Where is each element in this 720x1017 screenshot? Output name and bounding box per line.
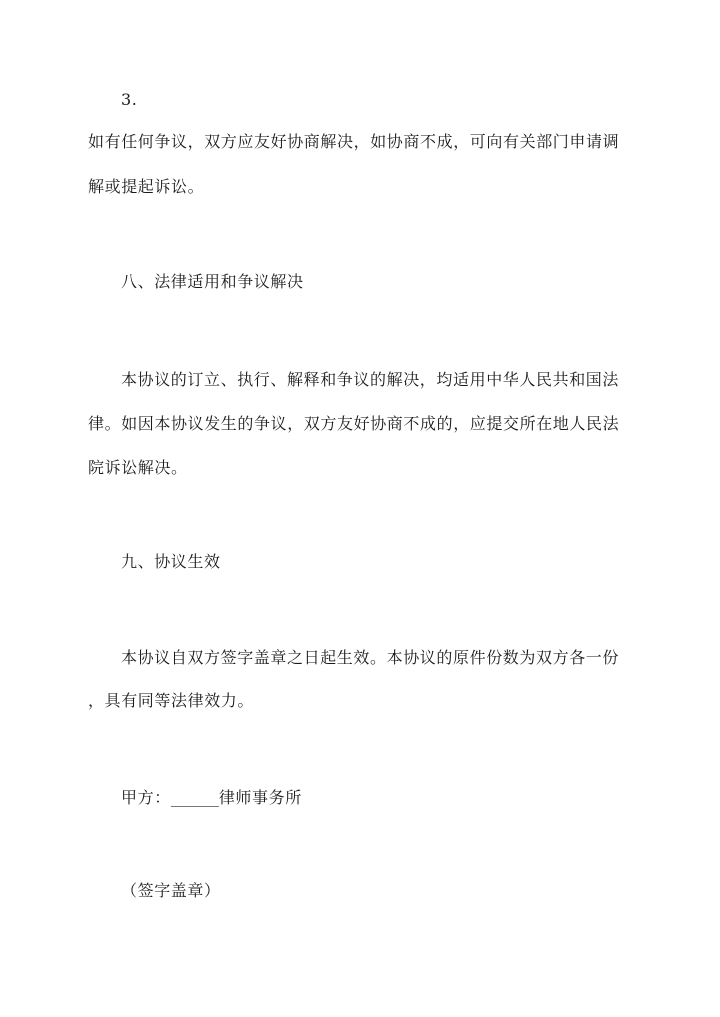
section-8-text-line-1: 本协议的订立、执行、解释和争议的解决，均适用中华人民共和国法 [121, 370, 620, 389]
section-8-text-line-3: 院诉讼解决。 [88, 458, 188, 477]
section-9-text-line-1: 本协议自双方签字盖章之日起生效。本协议的原件份数为双方各一份 [121, 648, 620, 667]
signature-note: （签字盖章） [121, 881, 221, 900]
party-a-label: 甲方： [121, 788, 171, 807]
party-a-name: 律师事务所 [218, 788, 302, 807]
item-3-text-line-1: 如有任何争议，双方应友好协商解决，如协商不成，可向有关部门申请调 [88, 132, 620, 151]
section-9-heading: 九、协议生效 [121, 552, 221, 571]
item-3-text-line-2: 解或提起诉讼。 [88, 177, 205, 196]
party-a-blank: ______ [170, 788, 219, 807]
item-3-number: 3. [121, 90, 138, 109]
section-8-heading: 八、法律适用和争议解决 [121, 272, 304, 291]
party-a-line [121, 788, 302, 808]
section-8-text-line-2: 律。如因本协议发生的争议，双方友好协商不成的，应提交所在地人民法 [88, 414, 620, 433]
section-9-text-line-2: ，具有同等法律效力。 [88, 691, 255, 710]
